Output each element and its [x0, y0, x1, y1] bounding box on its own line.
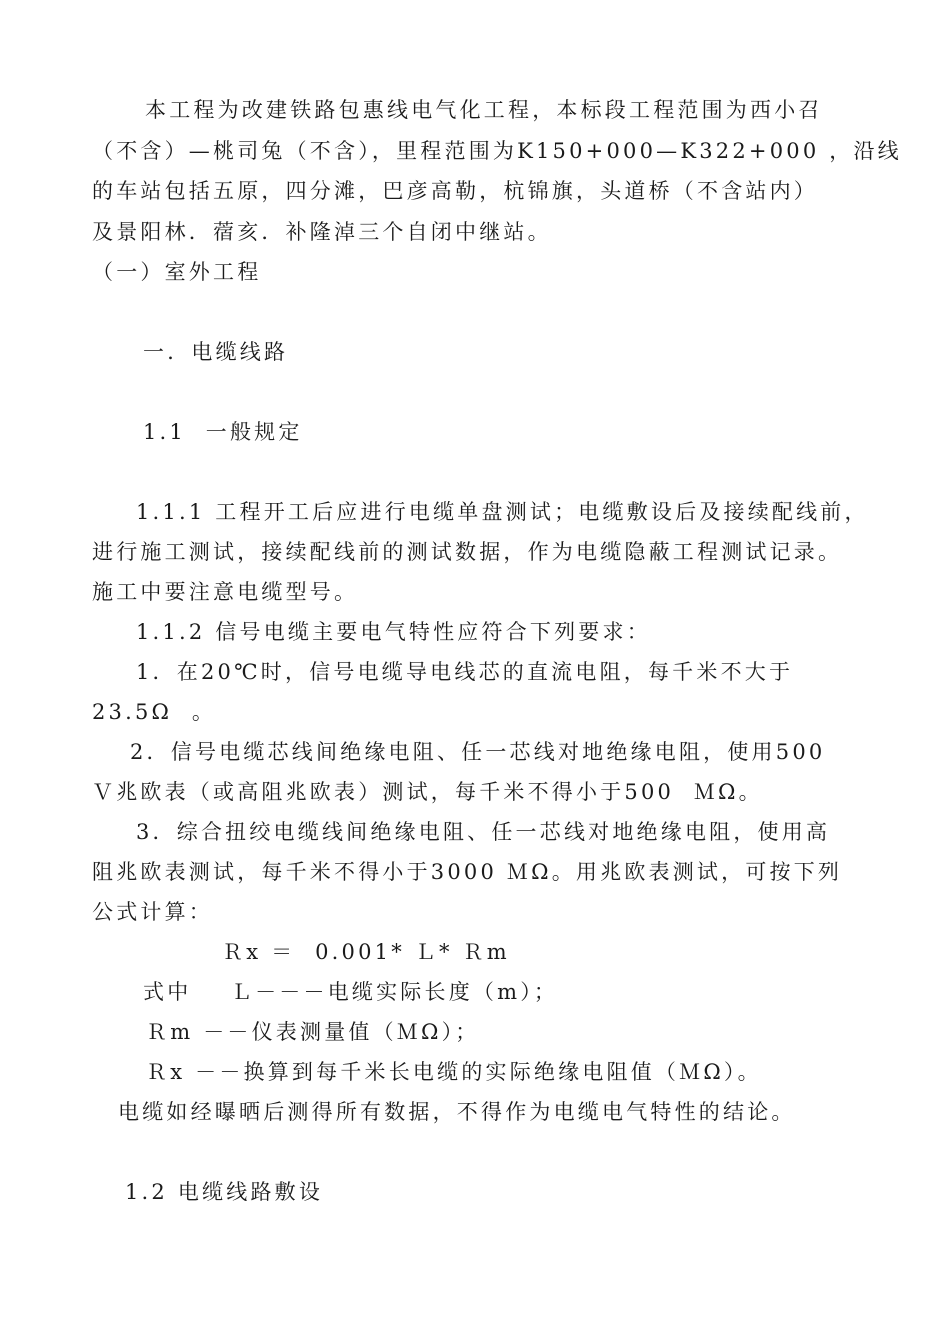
section-outdoor-heading: （一）室外工程	[92, 260, 262, 284]
intro-line-3: 的车站包括五原，四分滩，巴彦高勒，杭锦旗，头道桥（不含站内）	[92, 179, 818, 203]
intro-line-4: 及景阳林．蓿亥．补隆淖三个自闭中继站。	[92, 220, 552, 244]
para-1-1-1-line-1: 1.1.1 工程开工后应进行电缆单盘测试；电缆敷设后及接续配线前，	[136, 500, 869, 524]
requirement-2-line-2: Ｖ兆欧表（或高阻兆欧表）测试，每千米不得小于500 ＭΩ。	[92, 780, 763, 804]
requirement-3-line-3: 公式计算：	[92, 900, 213, 924]
intro-line-2: （不含）—桃司兔（不含），里程范围为K150+000—K322+000 ，沿线	[92, 139, 902, 163]
para-1-1-1-line-2: 进行施工测试，接续配线前的测试数据，作为电缆隐蔽工程测试记录。	[92, 540, 843, 564]
requirement-1-line-1: 1．在20℃时，信号电缆导电线芯的直流电阻，每千米不大于	[136, 660, 794, 684]
requirement-2-line-1: 2．信号电缆芯线间绝缘电阻、任一芯线对地绝缘电阻，使用500	[130, 740, 826, 764]
para-1-1-1-line-3: 施工中要注意电缆型号。	[92, 580, 359, 604]
requirement-3-line-1: 3．综合扭绞电缆线间绝缘电阻、任一芯线对地绝缘电阻，使用高	[136, 820, 831, 844]
heading-cable-line: 一．电缆线路	[143, 340, 289, 364]
requirement-3-line-2: 阻兆欧表测试，每千米不得小于3000 ＭΩ。用兆欧表测试，可按下列	[92, 860, 843, 884]
formula-where-Rm: Ｒm －－仪表测量值（ＭΩ）；	[146, 1020, 480, 1044]
intro-line-1: 本工程为改建铁路包惠线电气化工程，本标段工程范围为西小召	[145, 98, 823, 122]
note-sun-exposure: 电缆如经曝晒后测得所有数据，不得作为电缆电气特性的结论。	[118, 1100, 796, 1124]
requirement-1-line-2: 23.5Ω 。	[92, 700, 217, 724]
para-1-1-2: 1.1.2 信号电缆主要电气特性应符合下列要求：	[136, 620, 651, 644]
heading-cable-laying: 1.2 电缆线路敷设	[125, 1180, 324, 1204]
formula-where-Rx: Ｒx －－换算到每千米长电缆的实际绝缘电阻值（ＭΩ）。	[146, 1060, 762, 1084]
heading-general-rules: 1.1 一般规定	[143, 420, 303, 444]
formula: Ｒx ＝ 0.001* Ｌ* Ｒm	[222, 940, 510, 964]
formula-where-L: 式中 Ｌ－－－电缆实际长度（m）；	[143, 980, 559, 1004]
